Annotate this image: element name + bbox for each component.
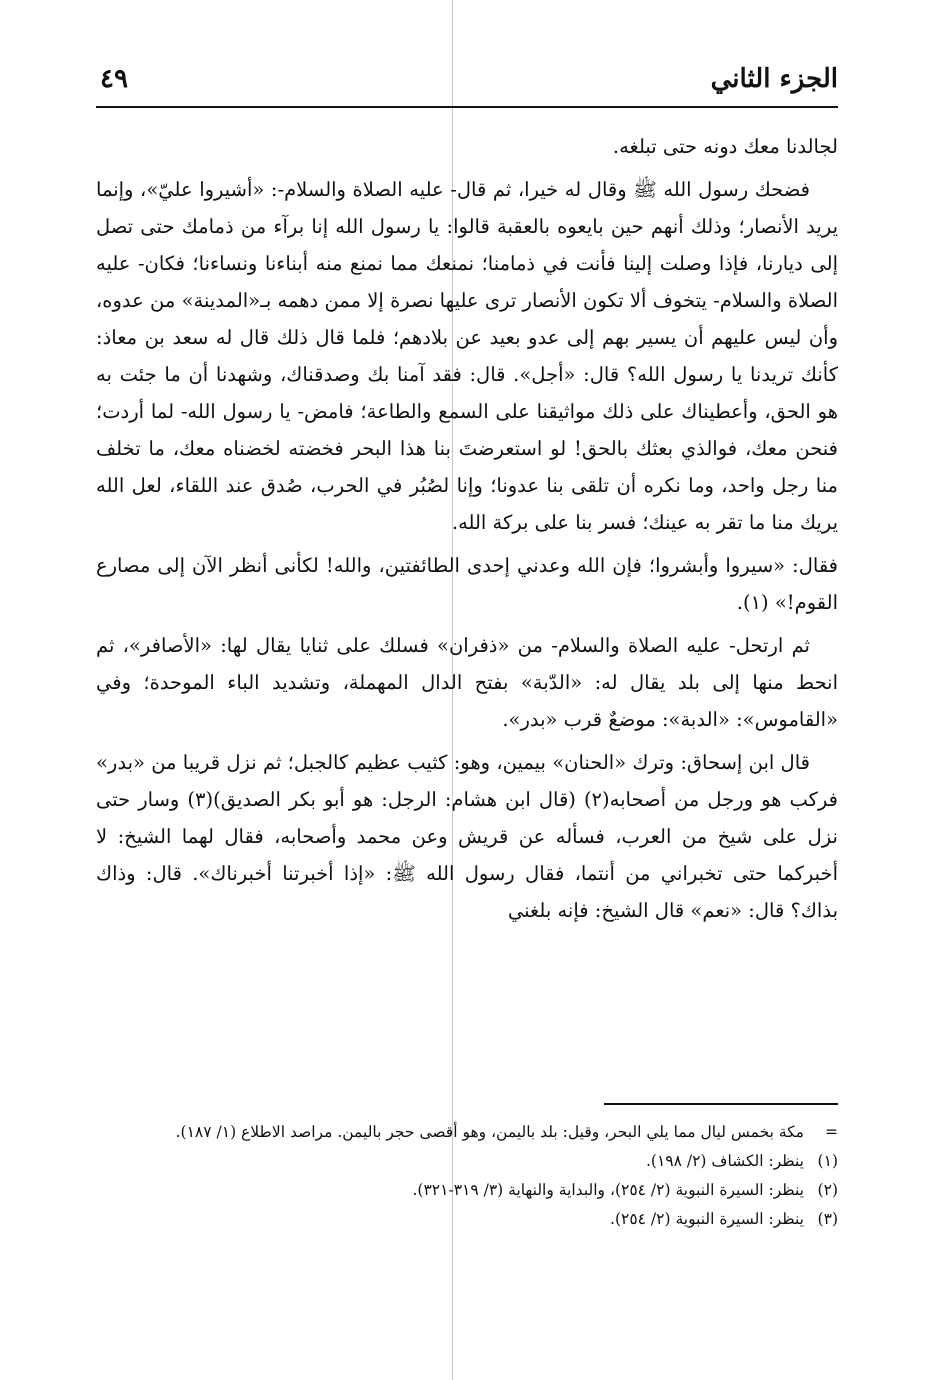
paragraph: فضحك رسول الله ﷺ وقال له خيرا، ثم قال- عليه الصلاة والسلام-: «أشيروا عليّ»، وإنما يريد الأنصار؛ وذلك أنهم حين بايعوه بالعقبة قالوا: يا رسول الله إنا برآء من ذمامك حتى تصل إلى ديارنا، فإذا وصلت إلينا فأنت في ذمامنا؛ نمنعك مما نمنع منه أبناءنا ونساءنا؛ فكان- عليه الصلاة والسلام- يتخوف ألا تكون الأنصار ترى عليها نصرة إلا ممن دهمه بـ«المدينة» من عدوه، وأن ليس عليهم أن يسير بهم إلى عدو بعيد عن بلادهم؛ فلما قال ذلك قال له سعد بن معاذ: كأنك تريدنا يا رسول الله؟ قال: «أجل». قال: فقد آمنا بك وصدقناك، وشهدنا أن ما جئت به هو الحق، وأعطيناك على ذلك مواثيقنا على السمع والطاعة؛ فامض- يا رسول الله- لما أردت؛ فنحن معك، فوالذي بعثك بالحق! لو استعرضتَ بنا هذا البحر فخضته لخضناه معك، ما تخلف منا رجل واحد، وما نكره أن تلقى بنا عدونا؛ وإنا لصُبُر في الحرب، صُدق عند اللقاء، لعل الله يريك منا ما تقر به عينك؛ فسر بنا على بركة الله. [96, 178, 838, 534]
paragraph: فقال: «سيروا وأبشروا؛ فإن الله وعدني إحدى الطائفتين، والله! لكأنى أنظر الآن إلى مصارع القوم!» (١). [96, 554, 838, 614]
footnote [96, 1118, 838, 1147]
main-text [96, 128, 838, 935]
footnote-text: ينظر: الكشاف (٢/ ١٩٨). [645, 1152, 804, 1170]
footnote [96, 1176, 838, 1205]
page-number: ٤٩ [100, 64, 128, 94]
paragraph: قال ابن إسحاق: وترك «الحنان» بيمين، وهو: كثيب عظيم كالجبل؛ ثم نزل قريبا من «بدر» فركب هو ورجل من أصحابه(٢) (قال ابن هشام: الرجل: هو أبو بكر الصديق)(٣) وسار حتى نزل على شيخ من العرب، فسأله عن قريش وعن محمد وأصحابه، فقال لهما الشيخ: لا أخبركما حتى تخبراني من أنتما، فقال رسول الله ﷺ: «إذا أخبرتنا أخبرناك». قال: وذاك بذاك؟ قال: «نعم» قال الشيخ: فإنه بلغني [96, 751, 838, 922]
footnote-text: ينظر: السيرة النبوية (٢/ ٢٥٤)، والبداية والنهاية (٣/ ٣١٩-٣٢١). [412, 1181, 804, 1199]
running-title: الجزء الثاني [710, 64, 838, 94]
paragraph: ثم ارتحل- عليه الصلاة والسلام- من «ذفران» فسلك على ثنايا يقال لها: «الأصافر»، ثم انحط منها إلى بلد يقال له: «الدّبة» بفتح الدال المهملة، وتشديد الباء الموحدة؛ وفي «القاموس»: «الدبة»: موضعٌ قرب «بدر». [96, 634, 838, 731]
footnote-marker: (١) [817, 1152, 838, 1170]
footnote-marker: = [825, 1123, 838, 1141]
footnotes [96, 1118, 838, 1234]
footnote-marker: (٢) [817, 1181, 838, 1199]
footnote-text: ينظر: السيرة النبوية (٢/ ٢٥٤). [610, 1210, 804, 1228]
footnote-marker: (٣) [817, 1210, 838, 1228]
footnote [96, 1147, 838, 1176]
paragraph: لجالدنا معك دونه حتى تبلغه. [612, 135, 838, 158]
footnote-rule [604, 1103, 838, 1105]
page-header [96, 56, 838, 100]
footnote [96, 1205, 838, 1234]
footnote-text: مكة بخمس ليال مما يلي البحر، وقيل: بلد باليمن، وهو أقصى حجر باليمن. مراصد الاطلاع (١/ ١٨٧). [175, 1123, 804, 1141]
header-rule [96, 106, 838, 108]
